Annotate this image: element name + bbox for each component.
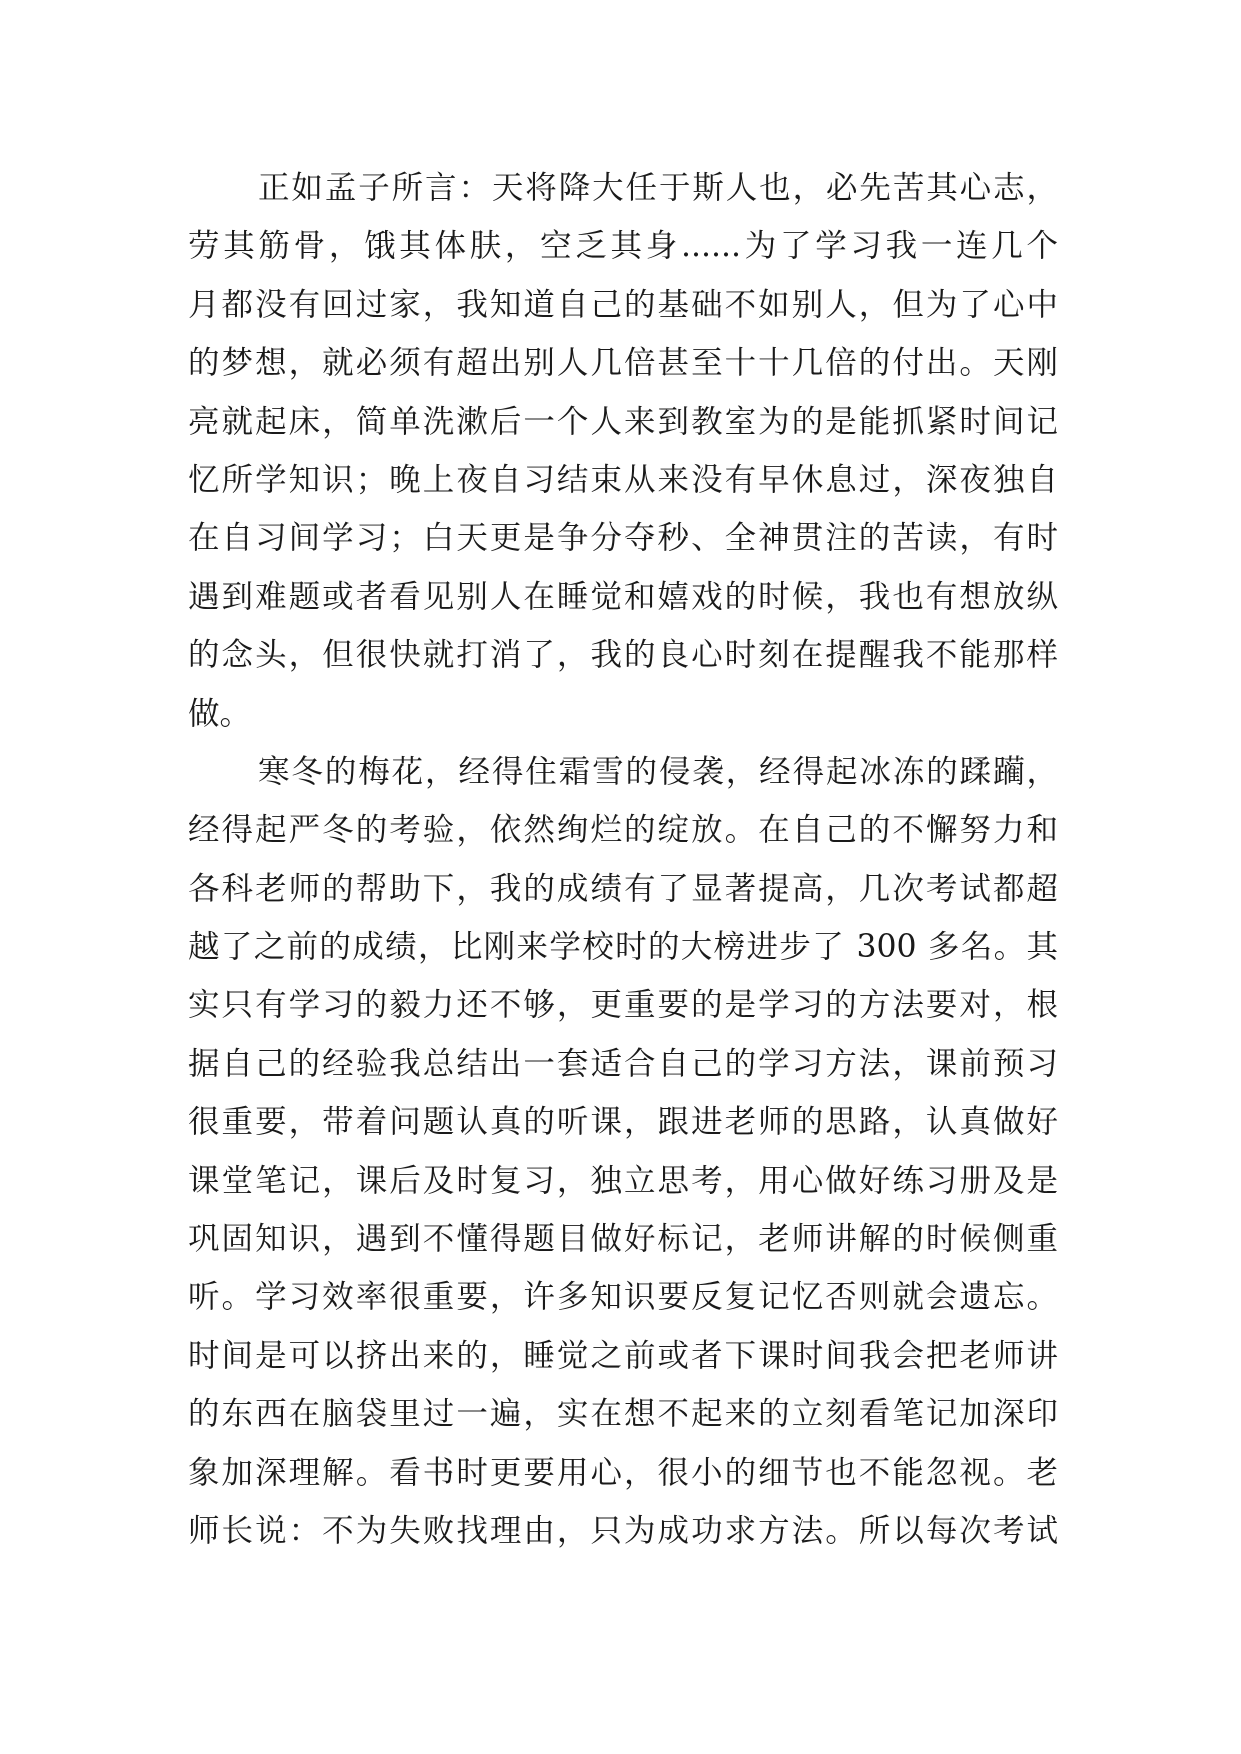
paragraph-1-line-2: 劳其筋骨，饿其体肤，空乏其身......为了学习我一连几个 xyxy=(188,228,1058,265)
paragraph-1-line-7: 在自习间学习；白天更是争分夺秒、全神贯注的苦读，有时 xyxy=(188,520,1058,557)
paragraph-1-line-1: 正如孟子所言：天将降大任于斯人也，必先苦其心志， xyxy=(258,170,1058,206)
paragraph-2-line-6: 据自己的经验我总结出一套适合自己的学习方法，课前预习 xyxy=(188,1045,1058,1082)
paragraph-1-line-6: 忆所学知识；晚上夜自习结束从来没有早休息过，深夜独自 xyxy=(188,461,1058,498)
paragraph-2-line-4: 越了之前的成绩，比刚来学校时的大榜进步了 300 多名。其 xyxy=(188,929,1058,966)
paragraph-1-line-4: 的梦想，就必须有超出别人几倍甚至十十几倍的付出。天刚 xyxy=(188,345,1058,382)
paragraph-2-line-12: 的东西在脑袋里过一遍，实在想不起来的立刻看笔记加深印 xyxy=(188,1396,1058,1433)
paragraph-2-line-9: 巩固知识，遇到不懂得题目做好标记，老师讲解的时候侧重 xyxy=(188,1221,1058,1258)
paragraph-1-line-10: 做。 xyxy=(188,695,252,732)
paragraph-2-line-13: 象加深理解。看书时更要用心，很小的细节也不能忽视。老 xyxy=(188,1454,1058,1491)
paragraph-2-line-8: 课堂笔记，课后及时复习，独立思考，用心做好练习册及是 xyxy=(188,1162,1058,1199)
paragraph-2-line-1: 寒冬的梅花，经得住霜雪的侵袭，经得起冰冻的蹂躏， xyxy=(258,753,1058,790)
paragraph-1-line-9: 的念头，但很快就打消了，我的良心时刻在提醒我不能那样 xyxy=(188,637,1058,674)
paragraph-2-line-7: 很重要，带着问题认真的听课，跟进老师的思路，认真做好 xyxy=(188,1104,1058,1141)
paragraph-2-line-3: 各科老师的帮助下，我的成绩有了显著提高，几次考试都超 xyxy=(188,870,1058,907)
paragraph-1-line-8: 遇到难题或者看见别人在睡觉和嬉戏的时候，我也有想放纵 xyxy=(188,578,1058,615)
paragraph-2-line-2: 经得起严冬的考验，依然绚烂的绽放。在自己的不懈努力和 xyxy=(188,812,1058,849)
paragraph-1-line-5: 亮就起床，简单洗漱后一个人来到教室为的是能抓紧时间记 xyxy=(188,403,1058,440)
body-text xyxy=(188,159,1058,1560)
paragraph-2-line-5: 实只有学习的毅力还不够，更重要的是学习的方法要对，根 xyxy=(188,987,1058,1024)
paragraph-1-line-3: 月都没有回过家，我知道自己的基础不如别人，但为了心中 xyxy=(188,286,1058,323)
paragraph-2-line-10: 听。学习效率很重要，许多知识要反复记忆否则就会遗忘。 xyxy=(188,1279,1058,1316)
paragraph-2-line-14: 师长说：不为失败找理由，只为成功求方法。所以每次考试 xyxy=(188,1512,1058,1549)
paragraph-2-line-11: 时间是可以挤出来的，睡觉之前或者下课时间我会把老师讲 xyxy=(188,1337,1058,1374)
